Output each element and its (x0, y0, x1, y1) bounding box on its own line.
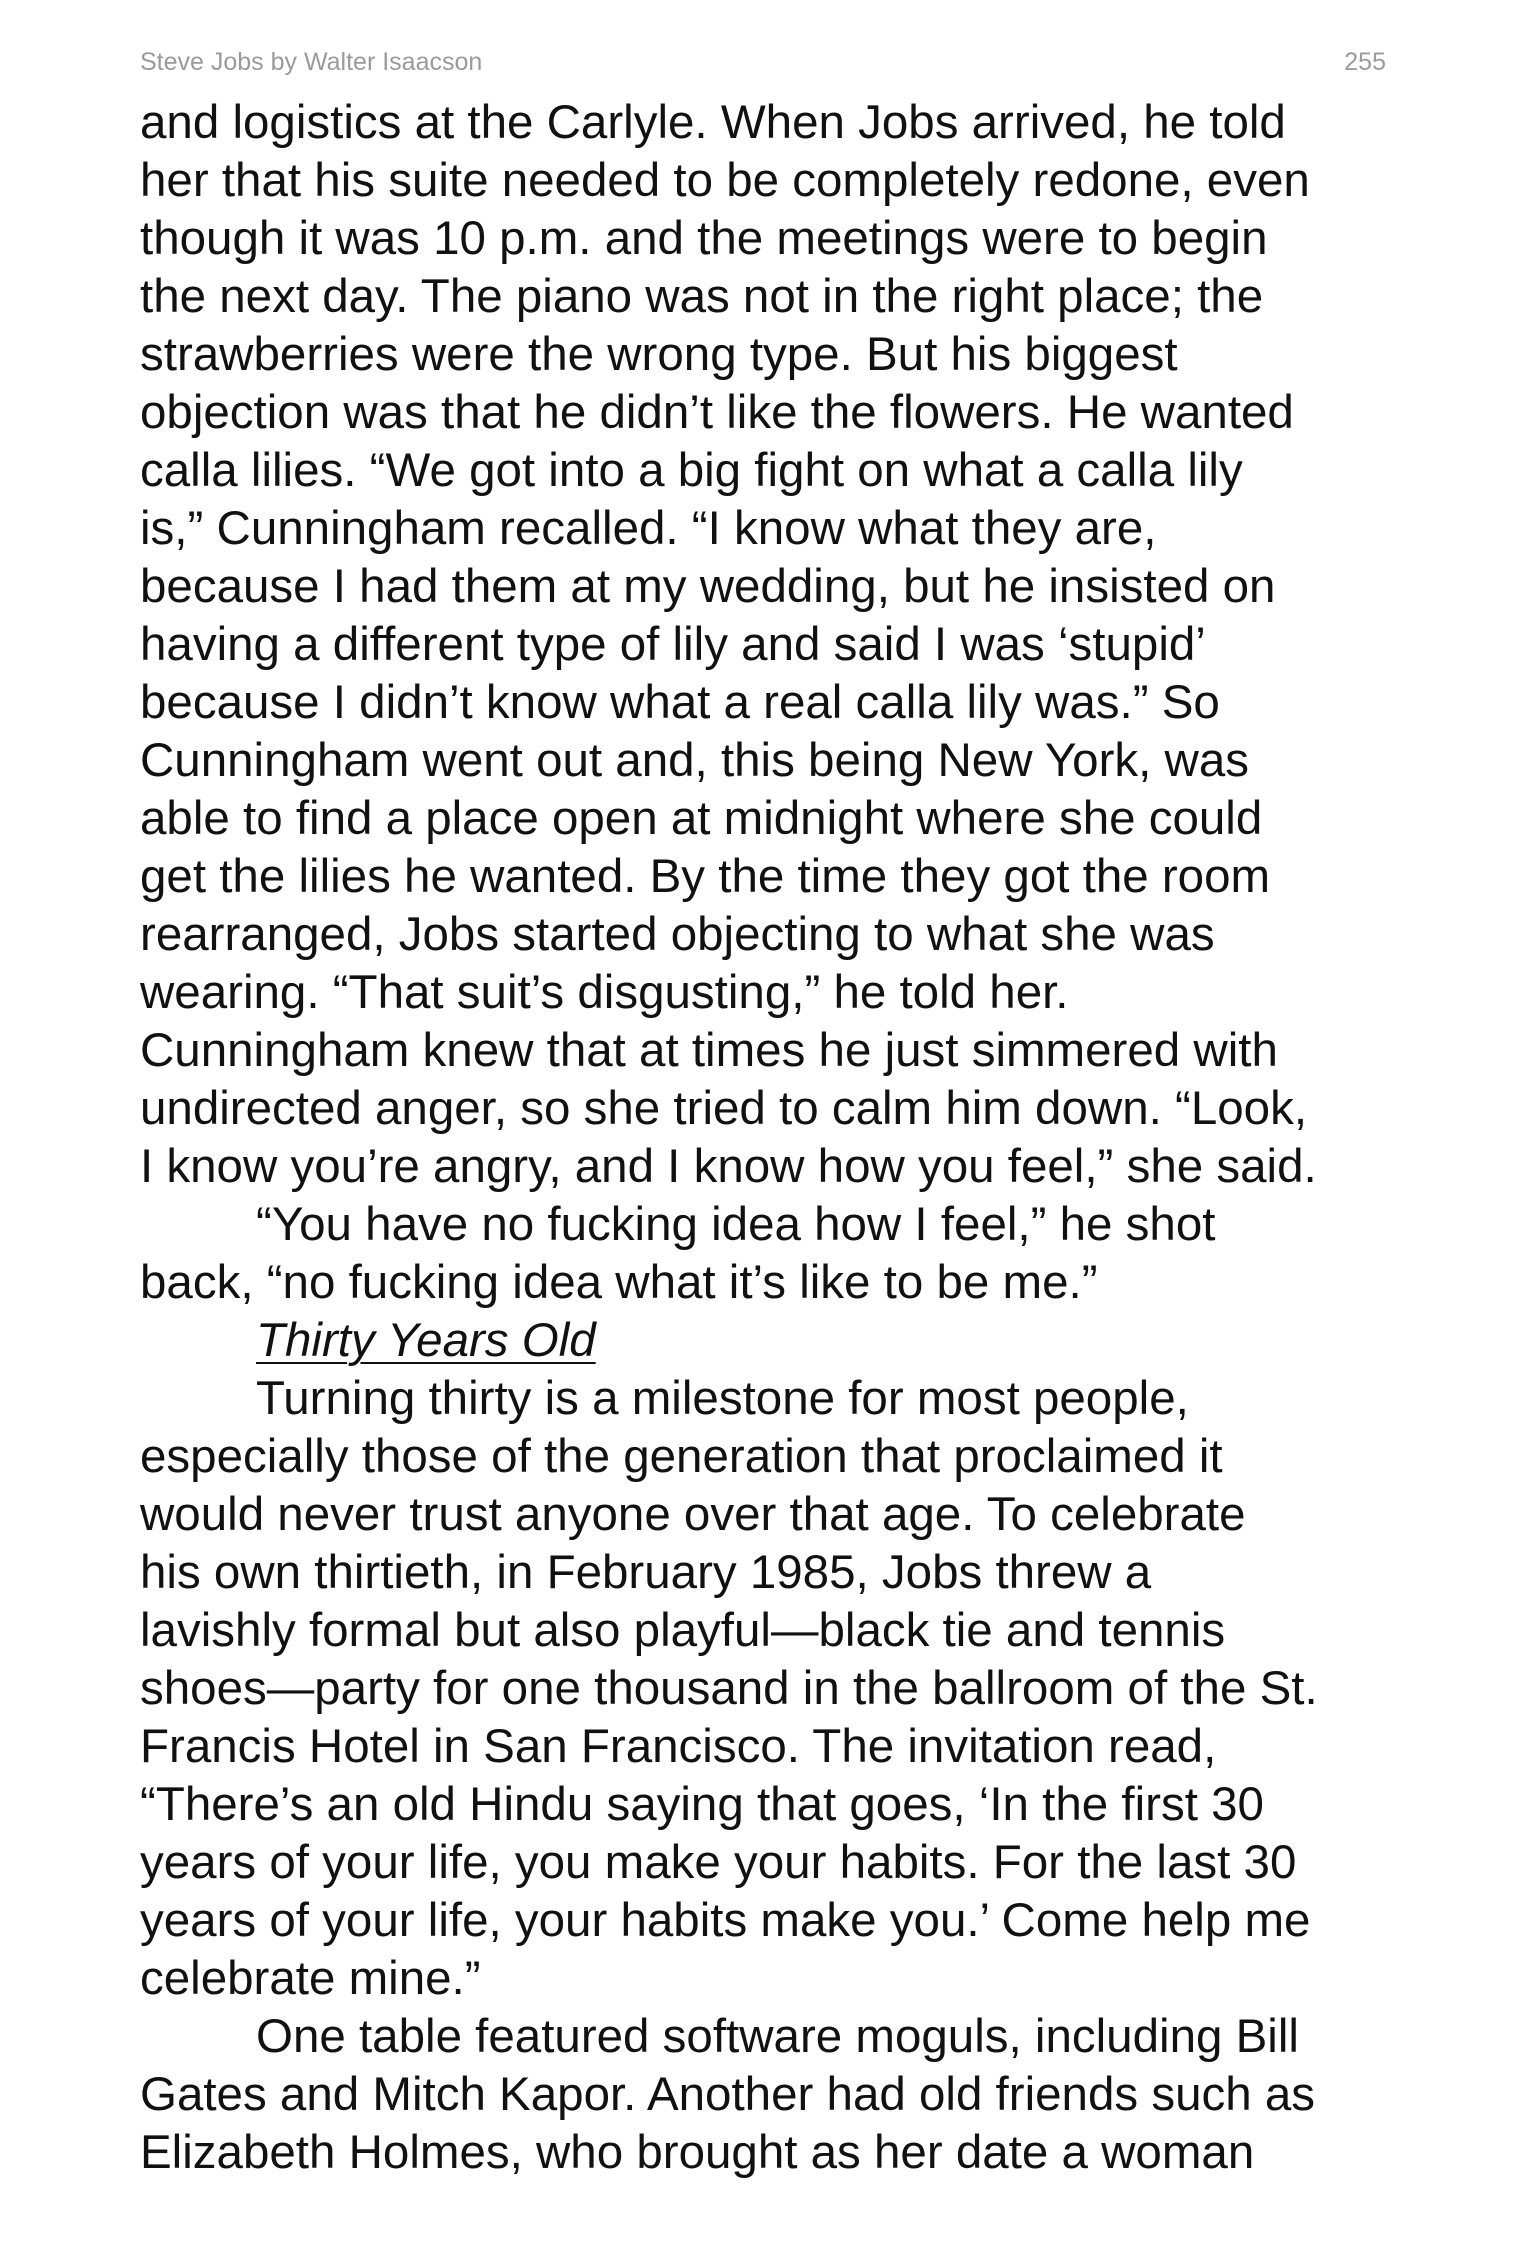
running-header (140, 48, 1386, 84)
text-line: rearranged, Jobs started objecting to what she was (140, 908, 1215, 961)
text-line: having a different type of lily and said I was ‘stupid’ (140, 618, 1206, 671)
text-line: Cunningham knew that at times he just simmered with (140, 1024, 1278, 1077)
text-line: able to find a place open at midnight where she could (140, 792, 1263, 845)
text-line: “You have no fucking idea how I feel,” he shot (256, 1198, 1216, 1251)
page-number: 255 (1344, 48, 1386, 76)
text-line: “There’s an old Hindu saying that goes, ‘In the first 30 (140, 1778, 1264, 1831)
text-line: lavishly formal but also playful—black tie and tennis (140, 1604, 1226, 1657)
text-line: is,” Cunningham recalled. “I know what they are, (140, 502, 1157, 555)
text-line: Gates and Mitch Kapor. Another had old friends such as (140, 2068, 1316, 2121)
text-line: calla lilies. “We got into a big fight on what a calla lily (140, 444, 1243, 497)
text-line: shoes—party for one thousand in the ballroom of the St. (140, 1662, 1318, 1715)
book-title: Steve Jobs by Walter Isaacson (140, 48, 483, 76)
text-line: undirected anger, so she tried to calm him down. “Look, (140, 1082, 1308, 1135)
text-line: Cunningham went out and, this being New York, was (140, 734, 1250, 787)
text-line: especially those of the generation that proclaimed it (140, 1430, 1223, 1483)
text-line: the next day. The piano was not in the right place; the (140, 270, 1264, 323)
text-line: because I didn’t know what a real calla lily was.” So (140, 676, 1220, 729)
section-heading: Thirty Years Old (256, 1314, 596, 1367)
text-line: because I had them at my wedding, but he insisted on (140, 560, 1276, 613)
text-line: One table featured software moguls, including Bill (256, 2010, 1299, 2063)
text-line: I know you’re angry, and I know how you feel,” she said. (140, 1140, 1317, 1193)
page-text-body (140, 94, 1440, 2182)
text-line: back, “no fucking idea what it’s like to be me.” (140, 1256, 1098, 1309)
text-line: years of your life, your habits make you.’ Come help me (140, 1894, 1311, 1947)
text-line: and logistics at the Carlyle. When Jobs arrived, he told (140, 96, 1286, 149)
text-line: wearing. “That suit’s disgusting,” he told her. (140, 966, 1069, 1019)
text-line: strawberries were the wrong type. But his biggest (140, 328, 1178, 381)
text-line: objection was that he didn’t like the flowers. He wanted (140, 386, 1294, 439)
text-line: Turning thirty is a milestone for most people, (256, 1372, 1189, 1425)
text-line: Francis Hotel in San Francisco. The invitation read, (140, 1720, 1217, 1773)
text-line: get the lilies he wanted. By the time they got the room (140, 850, 1271, 903)
text-line: though it was 10 p.m. and the meetings were to begin (140, 212, 1268, 265)
text-line: years of your life, you make your habits. For the last 30 (140, 1836, 1297, 1889)
text-line: her that his suite needed to be completely redone, even (140, 154, 1310, 207)
text-line: his own thirtieth, in February 1985, Jobs threw a (140, 1546, 1152, 1599)
text-line: Elizabeth Holmes, who brought as her date a woman (140, 2126, 1255, 2179)
text-line: would never trust anyone over that age. To celebrate (140, 1488, 1246, 1541)
text-line: celebrate mine.” (140, 1952, 481, 2005)
